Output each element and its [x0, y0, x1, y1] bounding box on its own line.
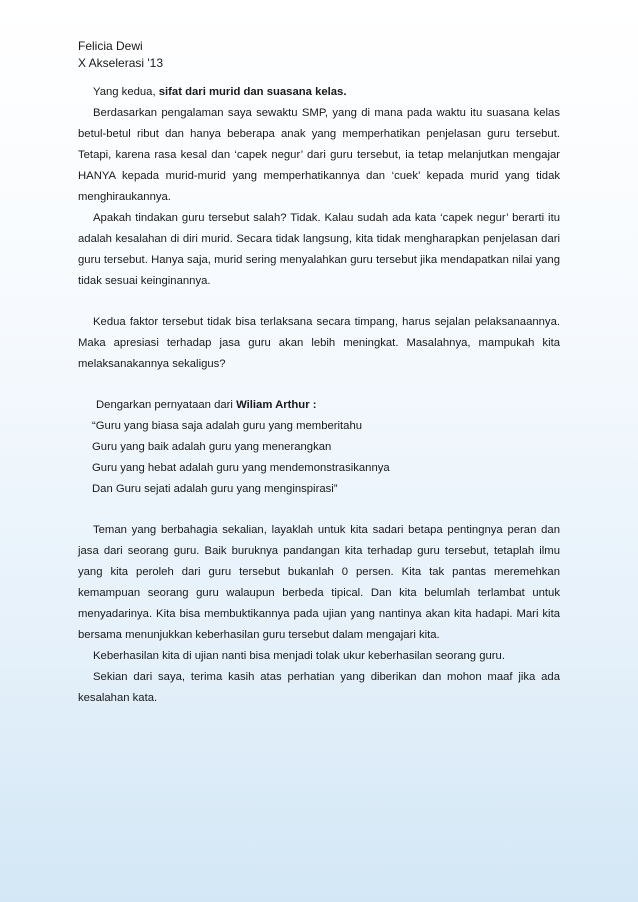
quote-speaker: Wiliam Arthur : [236, 399, 317, 411]
paragraph-experience: Berdasarkan pengalaman saya sewaktu SMP, yang di mana pada waktu itu suasana kelas betul-betul ribut dan hanya beberapa anak yang memperhatikan penjelasan guru tersebut. Tetapi, karena rasa kesal dan ‘capek negur’ dari guru tersebut, ia tetap melanjutkan mengajar HANYA kepada murid-murid yang memperhatikannya dan ‘cuek’ kepada murid yang tidak menghiraukannya. [78, 107, 560, 203]
quote-line: Guru yang baik adalah guru yang menerangkan [92, 441, 332, 453]
paragraph-success: Keberhasilan kita di ujian nanti bisa menjadi tolak ukur keberhasilan seorang guru. [93, 650, 505, 662]
quote-intro-text: Dengarkan pernyataan dari [96, 399, 237, 411]
section-heading-text: sifat dari murid dan suasana kelas. [158, 86, 347, 98]
paragraph-closing: Teman yang berbahagia sekalian, layaklah untuk kita sadari betapa pentingnya peran dan jasa dari seorang guru. Baik buruknya pandangan kita terhadap guru tersebut, tetaplah ilmu yang kita peroleh dari guru tersebut bukanlah 0 persen. Kita tak pantas meremehkan kemampuan seorang guru walaupun berbeda tipical. Dan kita belumlah terlambat untuk menyadarinya. Kita bisa membuktikannya pada ujian yang nantinya akan kita hadapi. Mari kita bersama menunjukkan keberhasilan guru tersebut dalam mengajari kita. [78, 524, 560, 641]
quote-intro [78, 395, 560, 416]
quote-line: Guru yang hebat adalah guru yang mendemonstrasikannya [92, 462, 390, 474]
paragraph-question: Apakah tindakan guru tersebut salah? Tidak. Kalau sudah ada kata ‘capek negur’ berarti itu adalah kesalahan di diri murid. Secara tidak langsung, kita tidak mengharapkan penjelasan dari guru tersebut. Hanya saja, murid sering menyalahkan guru tersebut jika mendapatkan nilai yang tidak sesuai keinginannya. [78, 212, 560, 287]
author-name: Felicia Dewi [78, 39, 143, 53]
paragraph-factors: Kedua faktor tersebut tidak bisa terlaksana secara timpang, harus sejalan pelaksanaannya. Maka apresiasi terhadap jasa guru akan lebih meningkat. Masalahnya, mampukah kita melaksanakannya sekaligus? [78, 316, 560, 370]
document-header [78, 38, 560, 72]
author-class: X Akselerasi '13 [78, 56, 164, 70]
document-body [78, 82, 560, 709]
section-heading [78, 82, 560, 103]
spacer [78, 292, 560, 312]
quote-line: Dan Guru sejati adalah guru yang menginspirasi” [92, 483, 338, 495]
paragraph-thanks: Sekian dari saya, terima kasih atas perhatian yang diberikan dan mohon maaf jika ada kesalahan kata. [78, 671, 560, 704]
spacer [78, 375, 560, 395]
spacer [78, 500, 560, 520]
quote-line: “Guru yang biasa saja adalah guru yang memberitahu [92, 420, 363, 432]
section-lead: Yang kedua, [93, 86, 159, 98]
